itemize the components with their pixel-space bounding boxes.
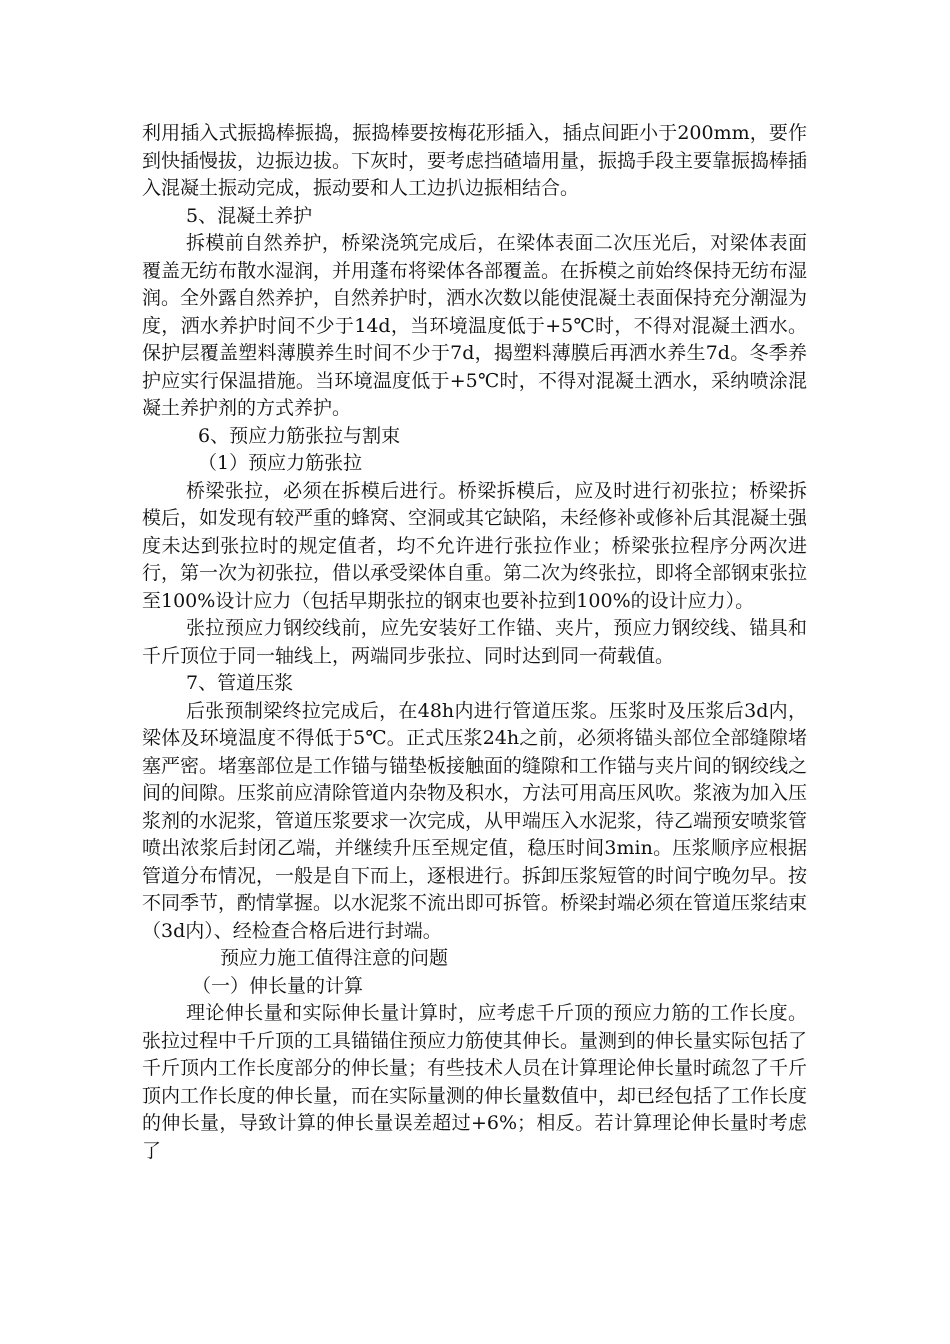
section-6-paragraph-1: 桥梁张拉，必须在拆模后进行。桥梁拆模后，应及时进行初张拉；桥梁拆模后，如发现有较严重的蜂窝、空洞或其它缺陷，未经修补或修补后其混凝土强度未达到张拉时的规定值者，均不允许进行张拉作业；桥梁张拉程序分两次进行，第一次为初张拉，借以承受梁体自重。第二次为终张拉，即将全部钢束张拉至100%设计应力（包括早期张拉的钢束也要补拉到100%的设计应力）。 (142, 479, 808, 612)
notes-subheading-1: （一）伸长量的计算 (192, 974, 364, 997)
document-page (142, 120, 807, 1165)
section-5-paragraph: 拆模前自然养护，桥梁浇筑完成后，在梁体表面二次压光后，对梁体表面覆盖无纺布散水湿润，并用蓬布将梁体各部覆盖。在拆模之前始终保持无纺布湿润。全外露自然养护，自然养护时，洒水次数以能使混凝土表面保持充分潮湿为度，洒水养护时间不少于14d，当环境温度低于+5℃时，不得对混凝土洒水。保护层覆盖塑料薄膜养生时间不少于7d，揭塑料薄膜后再洒水养生7d。冬季养护应实行保温措施。当环境温度低于+5℃时，不得对混凝土洒水，采纳喷涂混凝土养护剂的方式养护。 (142, 232, 808, 419)
intro-paragraph: 利用插入式振捣棒振捣，振捣棒要按梅花形插入，插点间距小于200mm，要作到快插慢拔，边振边拔。下灰时，要考虑挡碴墙用量，振捣手段主要靠振捣棒插入混凝土振动完成，振动要和人工边扒边振相结合。 (142, 122, 808, 199)
notes-title: 预应力施工值得注意的问题 (220, 947, 449, 969)
section-6-paragraph-2: 张拉预应力钢绞线前，应先安装好工作锚、夹片，预应力钢绞线、锚具和千斤顶位于同一轴线上，两端同步张拉、同时达到同一荷载值。 (142, 617, 807, 667)
section-5-heading: 5、混凝土养护 (186, 204, 313, 227)
section-6-heading: 6、预应力筋张拉与割束 (198, 424, 401, 447)
section-6-subheading: （1）预应力筋张拉 (198, 452, 363, 474)
section-7-heading: 7、管道压浆 (186, 672, 294, 694)
section-7-paragraph: 后张预制梁终拉完成后，在48h内进行管道压浆。压浆时及压浆后3d内，梁体及环境温度不得低于5℃。正式压浆24h之前，必须将锚头部位全部缝隙堵塞严密。堵塞部位是工作锚与锚垫板接触面的缝隙和工作锚与夹片间的钢绞线之间的间隙。压浆前应清除管道内杂物及积水，方法可用高压风吹。浆液为加入压浆剂的水泥浆，管道压浆要求一次完成，从甲端压入水泥浆，待乙端预安喷浆管喷出浓浆后封闭乙端，并继续升压至规定值，稳压时间3min。压浆顺序应根据管道分布情况，一般是自下而上，逐根进行。拆卸压浆短管的时间宁晚勿早。按不同季节，酌情掌握。以水泥浆不流出即可拆管。桥梁封端必须在管道压浆结束（3d内）、经检查合格后进行封端。 (142, 699, 808, 942)
notes-paragraph-1: 理论伸长量和实际伸长量计算时，应考虑千斤顶的预应力筋的工作长度。张拉过程中千斤顶的工具锚锚住预应力筋使其伸长。量测到的伸长量实际包括了千斤顶内工作长度部分的伸长量；有些技术人员在计算理论伸长量时疏忽了千斤顶内工作长度的伸长量，而在实际量测的伸长量数值中，却已经包括了工作长度的伸长量，导致计算的伸长量误差超过+6%；相反。若计算理论伸长量时考虑了 (142, 1002, 808, 1162)
